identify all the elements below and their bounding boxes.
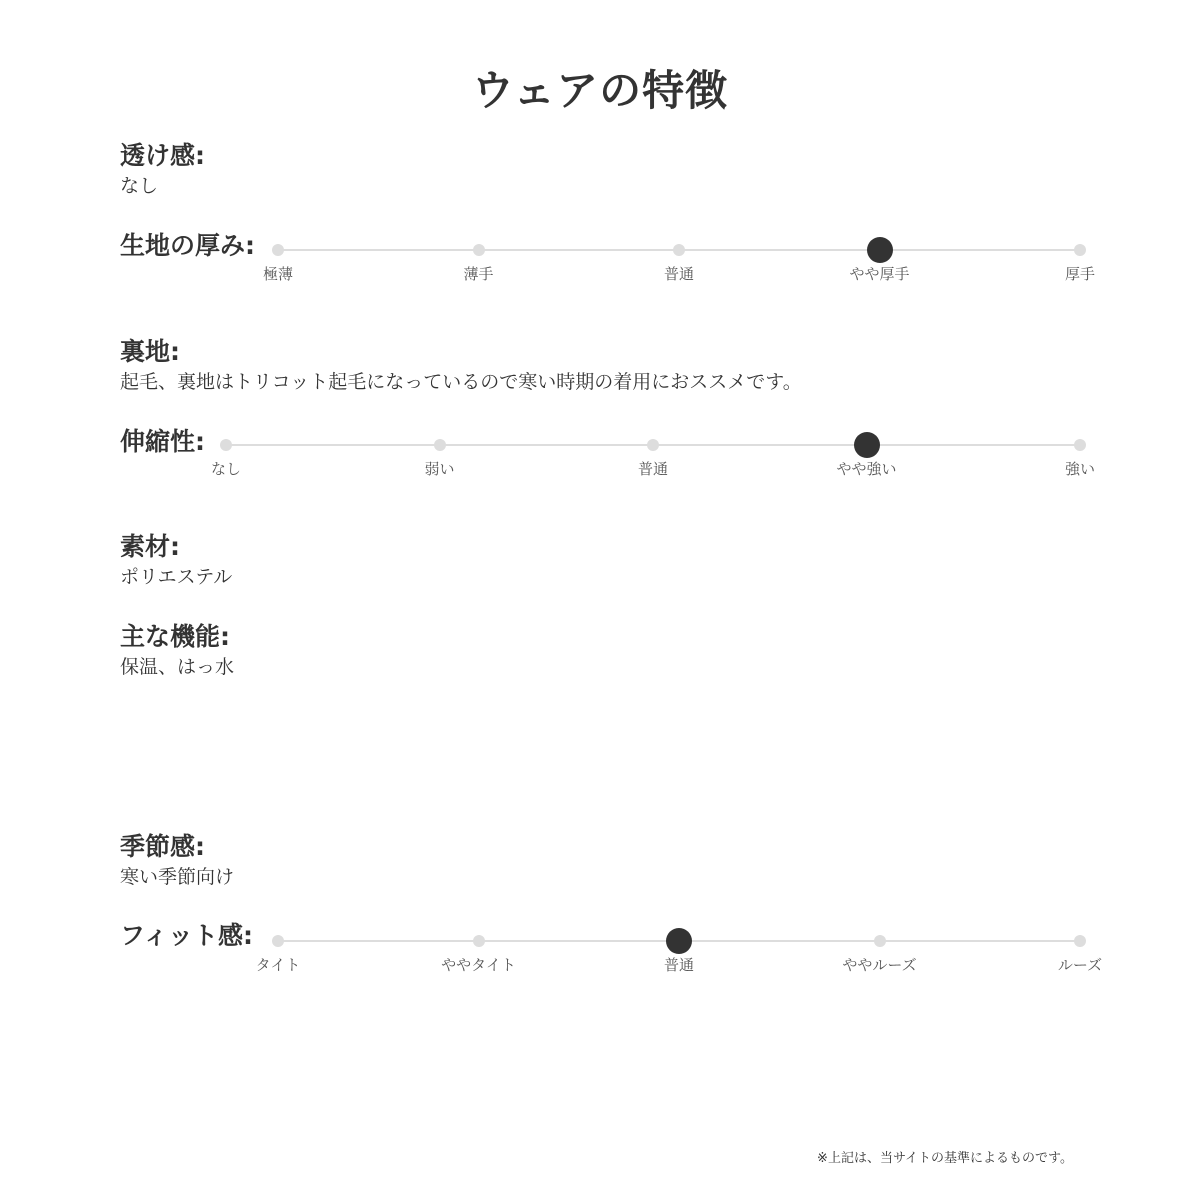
- footnote: ※上記は、当サイトの基準によるものです。: [817, 1151, 1073, 1166]
- stretch-scale-dot: [220, 439, 232, 451]
- stretch-scale-dot: [1074, 439, 1086, 451]
- fit-scale-tick-label: ややルーズ: [842, 956, 917, 974]
- stretch-scale-selected-dot: [854, 432, 880, 458]
- season-label: 季節感:: [120, 832, 205, 861]
- thickness-scale-track: [278, 249, 1080, 251]
- fit-scale-tick-label: ルーズ: [1057, 956, 1103, 974]
- thickness-scale-tick-label: 厚手: [1064, 265, 1096, 283]
- thickness-scale-tick-label: 普通: [663, 265, 695, 283]
- fit-scale-dot: [473, 935, 485, 947]
- lining-value: 起毛、裏地はトリコット起毛になっているので寒い時期の着用におススメです。: [120, 371, 802, 393]
- lining-label: 裏地:: [120, 337, 180, 366]
- stretch-scale-dot: [647, 439, 659, 451]
- fit-scale-tick-label: タイト: [255, 956, 301, 974]
- fit-label: フィット感:: [120, 921, 253, 950]
- function-label: 主な機能:: [120, 622, 230, 651]
- stretch-scale-track: [226, 444, 1080, 446]
- stretch-scale-tick-label: 普通: [637, 460, 669, 478]
- thickness-label: 生地の厚み:: [120, 231, 255, 260]
- fit-scale-dot: [874, 935, 886, 947]
- transparency-label: 透け感:: [120, 141, 205, 170]
- thickness-scale-dot: [473, 244, 485, 256]
- stretch-scale-dot: [434, 439, 446, 451]
- thickness-scale-dot: [272, 244, 284, 256]
- thickness-scale-dot: [673, 244, 685, 256]
- thickness-scale-tick-label: 極薄: [262, 265, 294, 283]
- thickness-scale-dot: [1074, 244, 1086, 256]
- stretch-label: 伸縮性:: [120, 427, 205, 456]
- season-value: 寒い季節向け: [120, 866, 235, 888]
- transparency-value: なし: [120, 175, 159, 197]
- fit-scale-dot: [272, 935, 284, 947]
- fit-scale-tick-label: ややタイト: [441, 956, 516, 974]
- function-value: 保温、はっ水: [120, 656, 235, 678]
- stretch-scale-tick-label: なし: [210, 460, 242, 478]
- fit-scale-dot: [1074, 935, 1086, 947]
- thickness-scale-tick-label: 薄手: [463, 265, 494, 283]
- page-title: ウェアの特徴: [471, 66, 729, 115]
- thickness-scale-tick-label: やや厚手: [849, 265, 910, 283]
- stretch-scale-tick-label: 弱い: [424, 460, 455, 478]
- material-value: ポリエステル: [120, 566, 233, 588]
- stretch-scale-tick-label: 強い: [1064, 460, 1096, 478]
- thickness-scale-selected-dot: [867, 237, 893, 263]
- fit-scale-tick-label: 普通: [663, 956, 695, 974]
- fit-scale-track: [278, 940, 1080, 942]
- stretch-scale-tick-label: やや強い: [836, 460, 897, 478]
- material-label: 素材:: [120, 532, 180, 561]
- fit-scale-selected-dot: [666, 928, 692, 954]
